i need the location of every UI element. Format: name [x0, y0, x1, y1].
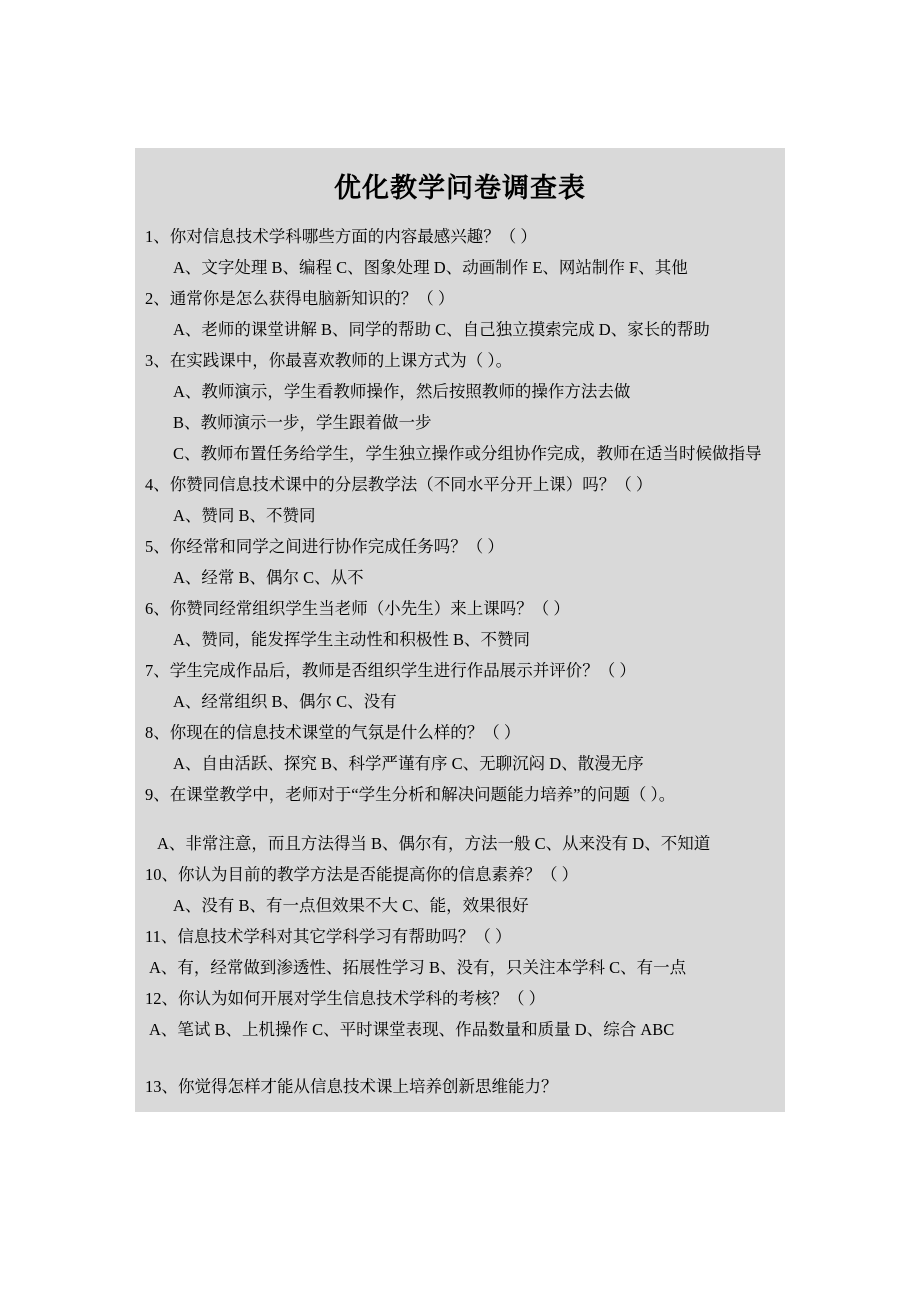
- question-1-options: A、文字处理 B、编程 C、图象处理 D、动画制作 E、网站制作 F、其他: [173, 258, 688, 277]
- question-1: 1、你对信息技术学科哪些方面的内容最感兴趣？（ ）: [145, 227, 537, 246]
- question-12-options: A、笔试 B、上机操作 C、平时课堂表现、作品数量和质量 D、综合 ABC: [149, 1020, 675, 1039]
- question-7-options: A、经常组织 B、偶尔 C、没有: [173, 692, 397, 711]
- question-3-option-c: C、教师布置任务给学生，学生独立操作或分组协作完成，教师在适当时候做指导: [173, 444, 762, 463]
- question-10-options: A、没有 B、有一点但效果不大 C、能，效果很好: [173, 896, 529, 915]
- question-9-options: A、非常注意，而且方法得当 B、偶尔有，方法一般 C、从来没有 D、不知道: [157, 834, 711, 853]
- question-11-options: A、有，经常做到渗透性、拓展性学习 B、没有，只关注本学科 C、有一点: [149, 958, 687, 977]
- spacer: [135, 1045, 785, 1071]
- question-9: 9、在课堂教学中，老师对于“学生分析和解决问题能力培养”的问题（ ）。: [145, 785, 676, 804]
- question-5: 5、你经常和同学之间进行协作完成任务吗？（ ）: [145, 537, 504, 556]
- question-4: 4、你赞同信息技术课中的分层教学法（不同水平分开上课）吗？（ ）: [145, 475, 653, 494]
- question-6-options: A、赞同，能发挥学生主动性和积极性 B、不赞同: [173, 630, 531, 649]
- question-4-options: A、赞同 B、不赞同: [173, 506, 316, 525]
- question-2: 2、通常你是怎么获得电脑新知识的？（ ）: [145, 289, 455, 308]
- question-13: 13、你觉得怎样才能从信息技术课上培养创新思维能力？: [145, 1077, 558, 1096]
- question-7: 7、学生完成作品后，教师是否组织学生进行作品展示并评价？（ ）: [145, 661, 636, 680]
- question-10: 10、你认为目前的教学方法是否能提高你的信息素养？（ ）: [145, 865, 579, 884]
- question-3-option-a: A、教师演示，学生看教师操作，然后按照教师的操作方法去做: [173, 382, 631, 401]
- page-title: 优化教学问卷调查表: [334, 173, 586, 203]
- question-11: 11、信息技术学科对其它学科学习有帮助吗？（ ）: [145, 927, 512, 946]
- questionnaire-body: [135, 148, 785, 1112]
- question-5-options: A、经常 B、偶尔 C、从不: [173, 568, 364, 587]
- question-8: 8、你现在的信息技术课堂的气氛是什么样的？（ ）: [145, 723, 521, 742]
- question-12: 12、你认为如何开展对学生信息技术学科的考核？（ ）: [145, 989, 546, 1008]
- question-8-options: A、自由活跃、探究 B、科学严谨有序 C、无聊沉闷 D、散漫无序: [173, 754, 644, 773]
- question-2-options: A、老师的课堂讲解 B、同学的帮助 C、自己独立摸索完成 D、家长的帮助: [173, 320, 710, 339]
- question-6: 6、你赞同经常组织学生当老师（小先生）来上课吗？（ ）: [145, 599, 570, 618]
- spacer: [135, 810, 785, 828]
- question-3: 3、在实践课中，你最喜欢教师的上课方式为（ ）。: [145, 351, 513, 370]
- question-3-option-b: B、教师演示一步，学生跟着做一步: [173, 413, 432, 432]
